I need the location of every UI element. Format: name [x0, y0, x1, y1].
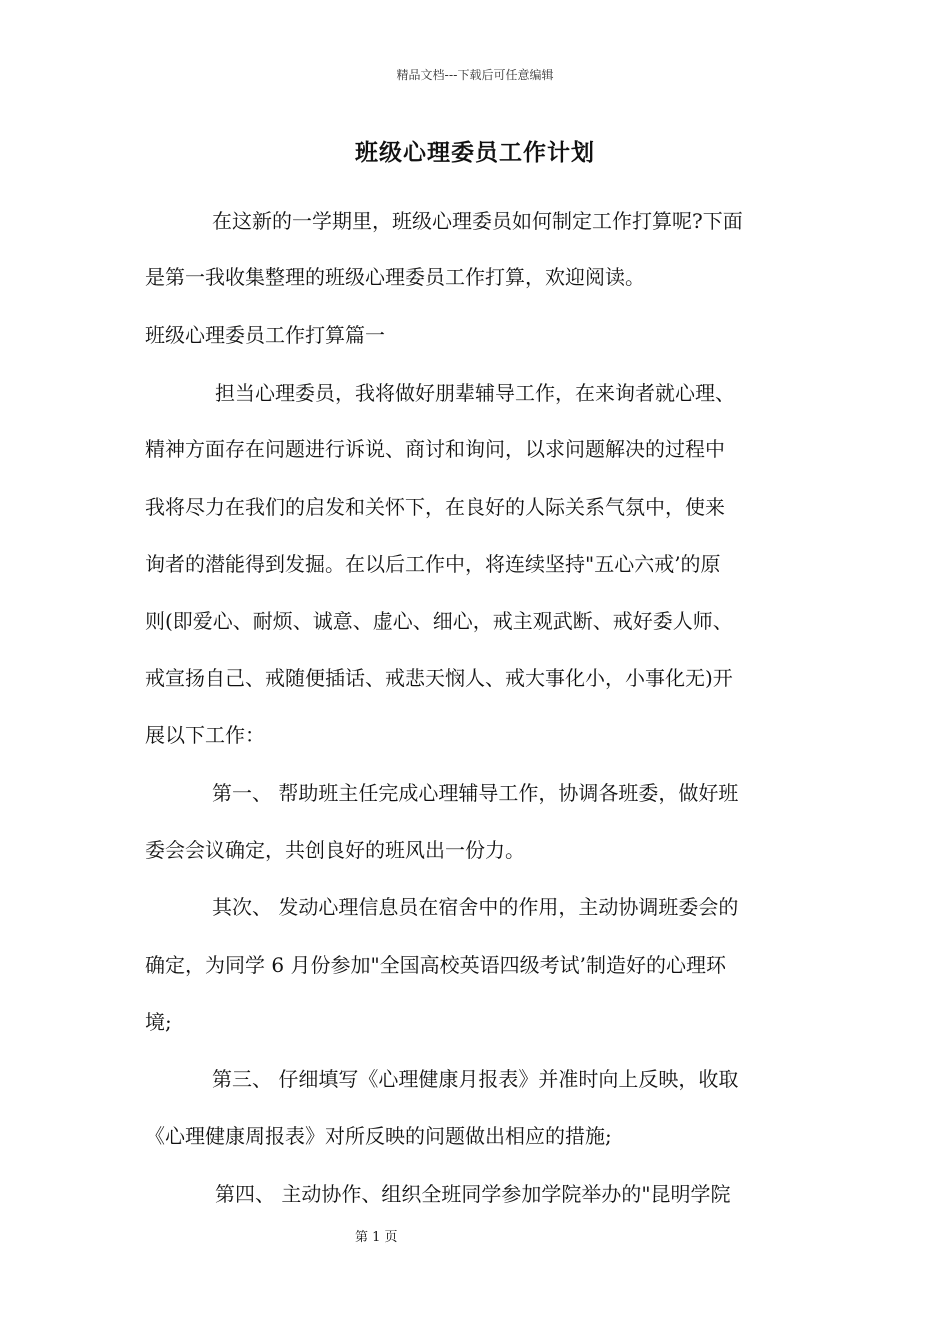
- body-line: 精神方面存在问题进行诉说、商讨和询问，以求问题解决的过程中: [145, 437, 725, 461]
- body-line: 确定，为同学 6 月份参加"全国高校英语四级考试’制造好的心理环: [145, 953, 726, 977]
- page-header-note: 精品文档---下载后可任意编辑: [396, 68, 554, 82]
- body-line: 戒宣扬自己、戒随便插话、戒悲天悯人、戒大事化小，小事化无)开: [145, 666, 733, 690]
- body-line: 则(即爱心、耐烦、诚意、虚心、细心，戒主观武断、戒好委人师、: [145, 609, 733, 633]
- body-line: 《心理健康周报表》对所反映的问题做出相应的措施;: [145, 1124, 612, 1148]
- body-line: 我将尽力在我们的启发和关怀下，在良好的人际关系气氛中，使来: [145, 495, 725, 519]
- body-line: 委会会议确定，共创良好的班风出一份力。: [145, 838, 525, 862]
- body-line: 第四、 主动协作、组织全班同学参加学院举办的"昆明学院: [215, 1182, 731, 1206]
- body-line: 第一、 帮助班主任完成心理辅导工作，协调各班委，做好班: [212, 781, 739, 805]
- body-line: 是第一我收集整理的班级心理委员工作打算，欢迎阅读。: [145, 265, 645, 289]
- body-line: 询者的潜能得到发掘。在以后工作中，将连续坚持"五心六戒’的原: [145, 552, 721, 576]
- body-line: 境;: [145, 1010, 172, 1034]
- page-number: 第 1 页: [355, 1230, 398, 1245]
- body-line: 展以下工作：: [145, 723, 265, 747]
- body-line: 担当心理委员，我将做好朋辈辅导工作，在来询者就心理、: [215, 381, 735, 405]
- body-line: 在这新的一学期里，班级心理委员如何制定工作打算呢?下面: [212, 209, 743, 233]
- document-title: 班级心理委员工作计划: [355, 139, 595, 166]
- section-heading: 班级心理委员工作打算篇一: [145, 323, 385, 347]
- body-line: 其次、 发动心理信息员在宿舍中的作用，主动协调班委会的: [212, 895, 739, 919]
- body-line: 第三、 仔细填写《心理健康月报表》并准时向上反映，收取: [212, 1067, 739, 1091]
